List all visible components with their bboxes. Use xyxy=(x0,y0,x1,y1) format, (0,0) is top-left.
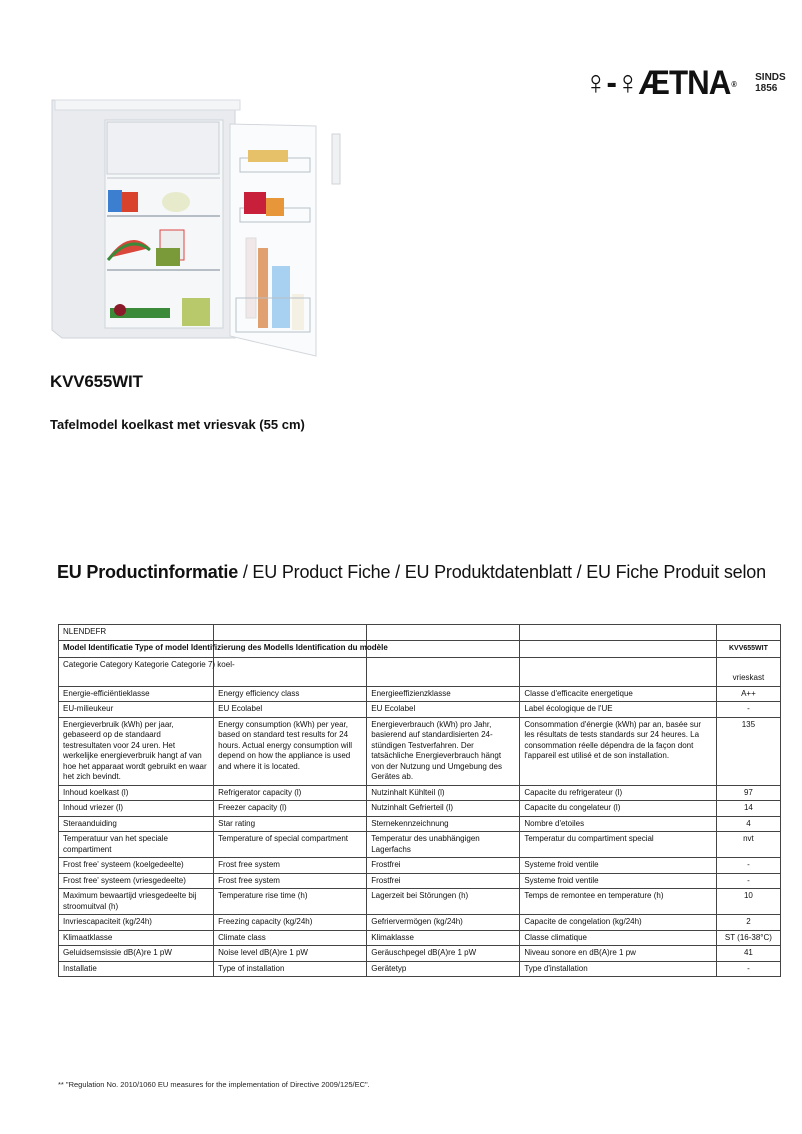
cell-de: Sternekennzeichnung xyxy=(367,816,520,832)
cell-de: EU Ecolabel xyxy=(367,702,520,718)
cell-en: Temperature rise time (h) xyxy=(214,889,367,915)
cell-value: - xyxy=(716,858,780,874)
logo-tagline xyxy=(755,72,786,94)
table-row xyxy=(59,717,781,785)
cell-nl: Frost free' systeem (koelgedeelte) xyxy=(59,858,214,874)
cell-en: Climate class xyxy=(214,930,367,946)
cell-nl: Installatie xyxy=(59,961,214,977)
cell-de: Nutzinhalt Gefrierteil (l) xyxy=(367,801,520,817)
cell-en: Temperature of special compartment xyxy=(214,832,367,858)
model-row-value-text: KVV655WIT xyxy=(728,645,768,652)
empty-cell xyxy=(367,657,520,686)
table-row xyxy=(59,873,781,889)
logo-figures-icon: ♀-♀ xyxy=(584,64,639,102)
cell-de: Gefriervermögen (kg/24h) xyxy=(367,915,520,931)
empty-cell xyxy=(716,625,780,641)
table-row xyxy=(59,832,781,858)
cell-value: 41 xyxy=(716,946,780,962)
cell-fr: Classe climatique xyxy=(520,930,717,946)
table-row xyxy=(59,702,781,718)
table-row xyxy=(59,889,781,915)
product-fiche-table xyxy=(58,624,781,977)
cell-nl: Temperatuur van het speciale compartiment xyxy=(59,832,214,858)
cell-en: Freezer capacity (l) xyxy=(214,801,367,817)
cell-fr: Niveau sonore en dB(A)re 1 pw xyxy=(520,946,717,962)
empty-cell xyxy=(214,625,367,641)
table-row xyxy=(59,930,781,946)
cell-de: Klimaklasse xyxy=(367,930,520,946)
table-row xyxy=(59,686,781,702)
cell-de: Gerätetyp xyxy=(367,961,520,977)
cell-en: Frost free system xyxy=(214,873,367,889)
cell-fr: Temps de remontee en temperature (h) xyxy=(520,889,717,915)
cell-de: Geräuschpegel dB(A)re 1 pW xyxy=(367,946,520,962)
section-title xyxy=(57,562,766,583)
model-row-label xyxy=(59,641,388,658)
cell-en: Star rating xyxy=(214,816,367,832)
cell-nl: Frost free' systeem (vriesgedeelte) xyxy=(59,873,214,889)
cell-value: 135 xyxy=(716,717,780,785)
cell-nl: Steraanduiding xyxy=(59,816,214,832)
cell-nl: Invriescapaciteit (kg/24h) xyxy=(59,915,214,931)
empty-cell xyxy=(520,657,717,686)
cell-fr: Temperatur du compartiment special xyxy=(520,832,717,858)
table-row xyxy=(59,946,781,962)
cell-nl: Energie-efficiëntieklasse xyxy=(59,686,214,702)
cell-fr: Nombre d'etoiles xyxy=(520,816,717,832)
cell-value: 10 xyxy=(716,889,780,915)
tagline-sinds: SINDS xyxy=(755,72,786,83)
cell-fr: Systeme froid ventile xyxy=(520,873,717,889)
cell-fr: Consommation d'énergie (kWh) par an, basée sur les résultats de tests standards sur 24 heures. La consommation réelle dépendra de la façon dont l'appareil est utilisé et de son installation. xyxy=(520,717,717,785)
cell-value: ST (16-38°C) xyxy=(716,930,780,946)
cell-de: Lagerzeit bei Störungen (h) xyxy=(367,889,520,915)
cell-en: Energy efficiency class xyxy=(214,686,367,702)
table-row-category xyxy=(59,657,781,686)
brand-logo xyxy=(584,66,786,100)
table-row xyxy=(59,915,781,931)
table-row xyxy=(59,785,781,801)
cell-value: - xyxy=(716,961,780,977)
cell-de: Temperatur des unabhängigen Lagerfachs xyxy=(367,832,520,858)
cell-de: Energieverbrauch (kWh) pro Jahr, basierend auf standardisierten 24-stündigen Testverfahren. Der tatsächliche Energieverbrauch hängt von der Nutzung und Umgebung des Gerätes ab. xyxy=(367,717,520,785)
tagline-year: 1856 xyxy=(755,83,778,94)
languages-label: NLENDEFR xyxy=(59,625,214,641)
cell-fr: Capacite du congelateur (l) xyxy=(520,801,717,817)
cell-nl: Energieverbruik (kWh) per jaar, gebaseerd op de standaard testresultaten voor 24 uren. Het werkelijke energieverbruik hangt af van hoe het apparaat wordt gebruikt en waar het zich bevindt. xyxy=(59,717,214,785)
footnote: ** "Regulation No. 2010/1060 EU measures for the implementation of Directive 2009/125/EC". xyxy=(58,1080,370,1089)
cell-de: Energieeffizienzklasse xyxy=(367,686,520,702)
table-row xyxy=(59,858,781,874)
logo-wordmark: ÆTNA xyxy=(638,64,731,102)
cell-fr: Label écologique de l'UE xyxy=(520,702,717,718)
cell-de: Nutzinhalt Kühlteil (l) xyxy=(367,785,520,801)
empty-cell xyxy=(520,625,717,641)
cell-value: 2 xyxy=(716,915,780,931)
cell-nl: Klimaatklasse xyxy=(59,930,214,946)
cell-fr: Capacite du refrigerateur (l) xyxy=(520,785,717,801)
category-row-label xyxy=(59,657,235,686)
cell-value: - xyxy=(716,873,780,889)
table-row xyxy=(59,816,781,832)
cell-fr: Capacite de congelation (kg/24h) xyxy=(520,915,717,931)
cell-value: nvt xyxy=(716,832,780,858)
table-row-languages xyxy=(59,625,781,641)
cell-de: Frostfrei xyxy=(367,858,520,874)
cell-en: Refrigerator capacity (l) xyxy=(214,785,367,801)
cell-en: Frost free system xyxy=(214,858,367,874)
cell-nl: Inhoud vriezer (l) xyxy=(59,801,214,817)
cell-fr: Systeme froid ventile xyxy=(520,858,717,874)
cell-en: Freezing capacity (kg/24h) xyxy=(214,915,367,931)
cell-value: 97 xyxy=(716,785,780,801)
cell-en: Type of installation xyxy=(214,961,367,977)
section-title-bold: EU Productinformatie xyxy=(57,562,239,582)
product-model: KVV655WIT xyxy=(50,372,143,391)
cell-value: 14 xyxy=(716,801,780,817)
model-row-label-text: Model Identificatie Type of model Identifizierung des Modells Identification du modèle xyxy=(63,643,388,652)
table-row-model xyxy=(59,641,781,658)
cell-value: 4 xyxy=(716,816,780,832)
empty-cell xyxy=(520,641,717,658)
product-subtitle: Tafelmodel koelkast met vriesvak (55 cm) xyxy=(50,417,305,432)
empty-cell xyxy=(367,625,520,641)
cell-fr: Type d'installation xyxy=(520,961,717,977)
empty-cell xyxy=(214,657,367,686)
cell-nl: Inhoud koelkast (l) xyxy=(59,785,214,801)
cell-en: EU Ecolabel xyxy=(214,702,367,718)
cell-en: Noise level dB(A)re 1 pW xyxy=(214,946,367,962)
cell-nl: Geluidsemsissie dB(A)re 1 pW xyxy=(59,946,214,962)
cell-value: A++ xyxy=(716,686,780,702)
table-row xyxy=(59,961,781,977)
category-row-value: vrieskast xyxy=(716,657,780,686)
cell-nl: Maximum bewaartijd vriesgedeelte bij stroomuitval (h) xyxy=(59,889,214,915)
cell-nl: EU-milieukeur xyxy=(59,702,214,718)
table-row xyxy=(59,801,781,817)
product-image xyxy=(50,98,342,370)
empty-cell xyxy=(367,641,520,658)
cell-en: Energy consumption (kWh) per year, based on standard test results for 24 hours. Actual energy consumption will depend on how the appliance is used and where it is located. xyxy=(214,717,367,785)
aetna-logo-mark xyxy=(584,66,736,100)
cell-de: Frostfrei xyxy=(367,873,520,889)
category-row-label-text: Categorie Category Kategorie Categorie 7) koel- xyxy=(63,659,235,669)
section-title-rest: / EU Product Fiche / EU Produktdatenblatt / EU Fiche Produit selon xyxy=(238,562,766,582)
cell-value: - xyxy=(716,702,780,718)
cell-fr: Classe d'efficacite energetique xyxy=(520,686,717,702)
registered-icon: ® xyxy=(731,80,736,89)
model-row-value xyxy=(716,641,780,658)
